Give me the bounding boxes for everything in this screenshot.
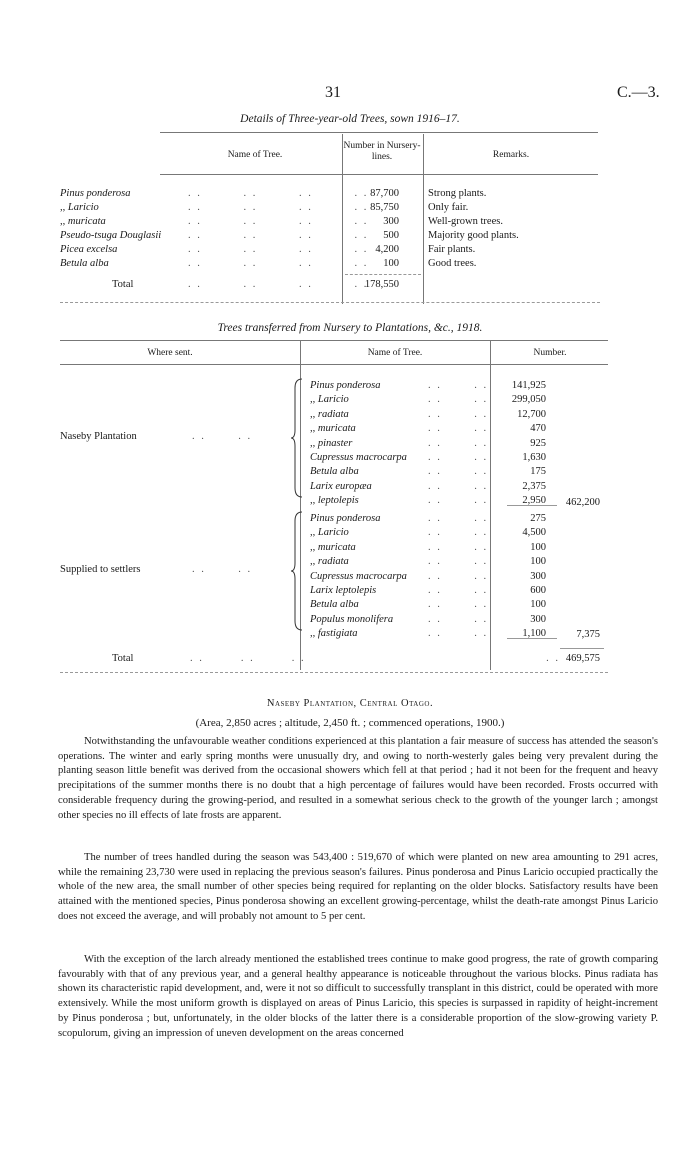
table2-row-number: 100 xyxy=(530,599,546,611)
table2-row-name: ,, Laricio xyxy=(310,527,349,539)
table2-row-number: 1,630 xyxy=(522,452,546,463)
table1-row-leaders: . . . . . . . . xyxy=(188,258,369,269)
table1-row-name: Pinus ponderosa xyxy=(60,188,131,199)
table2-row-name: ,, leptolepis xyxy=(310,495,359,507)
table2-total-value: 469,575 xyxy=(565,653,600,664)
table2-row-leaders: . . . . xyxy=(428,408,489,420)
table1-row-remarks: Majority good plants. xyxy=(428,230,519,241)
table2-row-number: 470 xyxy=(530,423,546,435)
table1-row-remarks: Strong plants. xyxy=(428,188,487,199)
table1-row-remarks: Well-grown trees. xyxy=(428,216,503,227)
table1-caption: Details of Three-year-old Trees, sown 1916–17. xyxy=(240,113,460,125)
paragraph-3: With the exception of the larch already mentioned the established trees continue to make good progress, the rate of growth comparing favourably with that of any previous year, and a general healthy appearance is noticeable throughout the various blocks. Pinus radiata has shown its characteristic rapid development, and, were it not so difficult to successfully transplant in this district, could be operated with more extensively. While the most uniform growth is displayed on areas of Pinus Laricio, this species is surpassed in rapidity of height-increment by Pinus ponderosa ; but, unfortunately, in the older blocks of the latter there is a considerable proportion of the slow-growing variety P. scopulorum, giving an impression of uneven development on the areas concerned xyxy=(58,954,658,1039)
table1-row-remarks: Only fair. xyxy=(428,202,469,213)
report-reference: C.—3. xyxy=(617,84,660,101)
table2-row-name: ,, Laricio xyxy=(310,394,349,406)
group1-leaders: . . . . xyxy=(192,431,253,442)
table1-row-name: ,, Laricio xyxy=(60,202,99,213)
table1-row-name: Betula alba xyxy=(60,258,109,269)
table2-col-divider-2 xyxy=(490,340,491,670)
table2-bottom-rule xyxy=(60,672,608,673)
table2-total-rule xyxy=(560,648,604,649)
table2-row-number: 300 xyxy=(530,570,546,582)
table2-row-name: Larix europæa xyxy=(310,480,372,492)
table2-row-number: 4,500 xyxy=(522,527,546,539)
table1-row-remarks: Good trees. xyxy=(428,258,477,269)
table2-row-number: 100 xyxy=(530,556,546,568)
table2-row-name: Betula alba xyxy=(310,599,359,611)
table2-header-where: Where sent. xyxy=(147,348,193,358)
table2-row-number: 2,375 xyxy=(522,480,546,492)
table2-row-leaders: . . . . xyxy=(428,480,489,492)
table2-row-number: 925 xyxy=(530,437,546,449)
group2-subtotal: 7,375 xyxy=(576,629,600,640)
table2-row-number: 12,700 xyxy=(517,408,546,420)
table1-row-number: 100 xyxy=(383,258,399,269)
table2-row-name: Cupressus macrocarpa xyxy=(310,452,407,463)
table2-row-leaders: . . . . xyxy=(428,394,489,406)
table1-total-rule xyxy=(345,274,421,275)
table2-row-number: 141,925 xyxy=(511,380,546,391)
table2-row-leaders: . . . . xyxy=(428,423,489,435)
table1-header-name: Name of Tree. xyxy=(227,150,283,160)
table1-row-name: Picea excelsa xyxy=(60,244,118,255)
table2-row-number: 1,100 xyxy=(522,628,546,640)
table2-row-leaders: . . . . xyxy=(428,585,489,596)
table2-row-name: ,, fastigiata xyxy=(310,628,358,640)
table2-row-number: 175 xyxy=(530,466,546,478)
table1-row-number: 87,700 xyxy=(370,188,399,199)
group1-subtotal-rule xyxy=(507,505,557,506)
table2-row-number: 300 xyxy=(530,613,546,625)
section-title: Naseby Plantation, Central Otago. xyxy=(266,698,434,709)
table1-row-number: 300 xyxy=(383,216,399,227)
table1-row-leaders: . . . . . . . . xyxy=(188,230,369,241)
table2-row-leaders: . . . . xyxy=(428,437,489,449)
table1-row-number: 85,750 xyxy=(370,202,399,213)
group2-leaders: . . . . xyxy=(192,564,253,575)
table2-row-name: Pinus ponderosa xyxy=(310,513,381,524)
section-subtitle: (Area, 2,850 acres ; altitude, 2,450 ft. ; commenced operations, 1900.) xyxy=(195,717,505,729)
group1-where: Naseby Plantation xyxy=(60,431,137,442)
table1-header-rule xyxy=(160,174,598,175)
table2-row-name: Populus monolifera xyxy=(310,613,394,625)
table2-row-number: 600 xyxy=(530,585,546,596)
table1-col-divider-2 xyxy=(423,134,424,304)
table2-header-rule xyxy=(60,364,608,365)
table2-row-leaders: . . . . xyxy=(428,556,489,568)
group2-subtotal-rule xyxy=(507,638,557,639)
table1-row-leaders: . . . . . . . . xyxy=(188,244,369,255)
table2-caption: Trees transferred from Nursery to Plantations, &c., 1918. xyxy=(217,322,483,334)
table2-row-leaders: . . . . xyxy=(428,613,489,625)
table1-total-label: Total xyxy=(112,279,134,290)
table1-total-leaders: . . . . . . . . xyxy=(188,279,369,290)
table1-bottom-rule xyxy=(60,302,600,303)
table1-row-name: Pseudo-tsuga Douglasii xyxy=(60,230,162,241)
table2-header-name: Name of Tree. xyxy=(367,348,423,358)
table1-row-number: 500 xyxy=(383,230,399,241)
table2-row-number: 100 xyxy=(530,541,546,553)
table1-row-name: ,, muricata xyxy=(60,216,106,227)
table2-total-label: Total xyxy=(112,653,134,664)
table2-row-leaders: . . . . xyxy=(428,570,489,582)
table2-row-name: ,, muricata xyxy=(310,541,356,553)
table2-row-name: ,, radiata xyxy=(310,556,349,568)
group2-brace xyxy=(290,511,304,631)
table2-row-leaders: . . . . xyxy=(428,495,489,507)
table2-total-leaders: . . . . . . . . xyxy=(190,653,560,664)
group2-where: Supplied to settlers xyxy=(60,564,141,575)
group1-subtotal: 462,200 xyxy=(565,497,600,508)
table2-row-name: ,, muricata xyxy=(310,423,356,435)
table1-header-remarks: Remarks. xyxy=(492,150,530,160)
page-number: 31 xyxy=(325,84,341,101)
table2-row-name: ,, radiata xyxy=(310,408,349,420)
table1-header-number: Number in Nursery-lines. xyxy=(343,141,421,162)
table1-top-rule xyxy=(160,132,598,133)
table2-row-leaders: . . . . xyxy=(428,466,489,478)
table2-row-number: 2,950 xyxy=(522,495,546,507)
paragraph-2: The number of trees handled during the season was 543,400 : 519,670 of which were planted on new area amounting to 291 acres, while the remaining 23,730 were used in replacing the previous season's failures. Pinus ponderosa and Pinus Laricio occupied practically the whole of the new area, the small number of other species being required for replanting on the older blocks. Satisfactory results have been attained with the mentioned species, Pinus ponderosa showing an excellent growing-percentage, whilst the death-rate amongst Pinus Laricio does not exceed the average, and will probably not amount to 5 per cent. xyxy=(58,852,658,922)
table2-row-number: 275 xyxy=(530,513,546,524)
table2-row-name: Larix leptolepis xyxy=(310,585,377,596)
table1-row-leaders: . . . . . . . . xyxy=(188,188,369,199)
table2-row-leaders: . . . . xyxy=(428,513,489,524)
paragraph-1: Notwithstanding the unfavourable weather conditions experienced at this plantation a fair measure of success has attended the season's operations. The winter and early spring months were unusually dry, and owing to north-westerly gales being very prevalent during the planting season little benefit was derived from the occasional showers which fell at that period ; had it not been for the frequent and heavy precipitations of the summer months there is no doubt that a high percentage of failures would have been recorded. Frosts occurred with considerable frequency during the growing-period, and resulted in a somewhat serious check to the growth of the younger larch ; amongst other species no ill effects of late frosts are apparent. xyxy=(58,736,658,821)
group1-brace xyxy=(290,378,304,498)
table2-row-name: Pinus ponderosa xyxy=(310,380,381,391)
table2-row-name: Betula alba xyxy=(310,466,359,478)
table2-row-leaders: . . . . xyxy=(428,527,489,539)
table2-row-leaders: . . . . xyxy=(428,599,489,611)
table2-header-number: Number. xyxy=(533,348,567,358)
table1-row-leaders: . . . . . . . . xyxy=(188,202,369,213)
table2-row-number: 299,050 xyxy=(511,394,546,406)
table2-top-rule xyxy=(60,340,608,341)
table1-row-leaders: . . . . . . . . xyxy=(188,216,369,227)
table2-row-name: Cupressus macrocarpa xyxy=(310,570,407,582)
table1-row-remarks: Fair plants. xyxy=(428,244,476,255)
table2-row-name: ,, pinaster xyxy=(310,437,353,449)
table2-row-leaders: . . . . xyxy=(428,380,489,391)
table2-row-leaders: . . . . xyxy=(428,452,489,463)
table1-row-number: 4,200 xyxy=(375,244,399,255)
table2-row-leaders: . . . . xyxy=(428,541,489,553)
table2-row-leaders: . . . . xyxy=(428,628,489,640)
table1-total-value: 178,550 xyxy=(364,279,399,290)
